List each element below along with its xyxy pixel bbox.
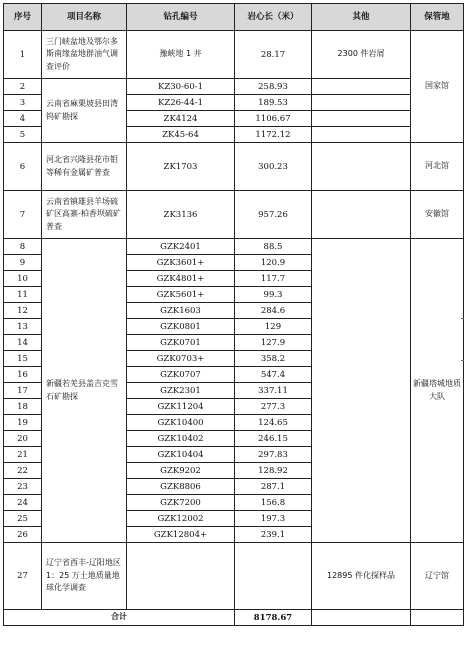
cell-no: 4 bbox=[4, 111, 42, 127]
cell-no: 8 bbox=[4, 239, 42, 255]
cell-hole-id: GZK0701 bbox=[127, 335, 235, 351]
table-row bbox=[4, 239, 464, 255]
cell-hole-id: GZK2401 bbox=[127, 239, 235, 255]
cell-core-length: 88.5 bbox=[235, 239, 312, 255]
cell-hole-id: GZK10400 bbox=[127, 415, 235, 431]
cell-core-length: 1172.12 bbox=[235, 127, 312, 143]
cell-hole-id: KZ26-44-1 bbox=[127, 95, 235, 111]
cell-core-length: 197.3 bbox=[235, 511, 312, 527]
cell-hole-id: GZK4801+ bbox=[127, 271, 235, 287]
table-row bbox=[4, 191, 464, 239]
cell-core-length: 120.9 bbox=[235, 255, 312, 271]
cell-repository: 河北馆 bbox=[411, 143, 464, 191]
cell-core-length: 239.1 bbox=[235, 527, 312, 543]
cell-core-length: 957.26 bbox=[235, 191, 312, 239]
cell-hole-id: GZK11204 bbox=[127, 399, 235, 415]
cell-core-length: 297.83 bbox=[235, 447, 312, 463]
cell-project: 云南省镇雄县羊场硫矿区高寨-柏香坝硫矿普查 bbox=[42, 191, 127, 239]
cell-hole-id: GZK10402 bbox=[127, 431, 235, 447]
cell-hole-id: GZK7200 bbox=[127, 495, 235, 511]
cell-hole-id: ZK4124 bbox=[127, 111, 235, 127]
cell-repository: 辽宁馆 bbox=[411, 543, 464, 610]
cell-core-length: 189.53 bbox=[235, 95, 312, 111]
cell-no: 15 bbox=[4, 351, 42, 367]
total-label: 合计 bbox=[4, 610, 235, 626]
cell-no: 26 bbox=[4, 527, 42, 543]
cell-core-length: 337.11 bbox=[235, 383, 312, 399]
cell-core-length: 99.3 bbox=[235, 287, 312, 303]
cell-hole-id: GZK9202 bbox=[127, 463, 235, 479]
cell-hole-id: GZK2301 bbox=[127, 383, 235, 399]
cell-project: 云南省麻栗坡县田湾钨矿勘探 bbox=[42, 79, 127, 143]
cell-core-length: 127.9 bbox=[235, 335, 312, 351]
cell-core-length: 547.4 bbox=[235, 367, 312, 383]
cell-other: 2300 件岩屑 bbox=[312, 31, 411, 79]
cell-no: 7 bbox=[4, 191, 42, 239]
cell-no: 16 bbox=[4, 367, 42, 383]
cell-no: 18 bbox=[4, 399, 42, 415]
table-row bbox=[4, 31, 464, 79]
cell-hole-id: GZK5601+ bbox=[127, 287, 235, 303]
table-row bbox=[4, 143, 464, 191]
cell-no: 1 bbox=[4, 31, 42, 79]
cell-hole-id bbox=[127, 543, 235, 610]
cell-no: 20 bbox=[4, 431, 42, 447]
cell-hole-id: KZ30-60-1 bbox=[127, 79, 235, 95]
header-other: 其他 bbox=[312, 4, 411, 31]
cell-hole-id: GZK3601+ bbox=[127, 255, 235, 271]
cell-project: 三门峡盆地及鄂尔多斯南缘盆地群油气调查评价 bbox=[42, 31, 127, 79]
total-other-empty bbox=[312, 610, 411, 626]
cell-hole-id: GZK0707 bbox=[127, 367, 235, 383]
drill-core-table bbox=[3, 3, 464, 626]
total-row bbox=[4, 610, 464, 626]
cell-hole-id: ZK3136 bbox=[127, 191, 235, 239]
cell-other bbox=[312, 239, 411, 543]
cell-other bbox=[312, 79, 411, 95]
cell-no: 6 bbox=[4, 143, 42, 191]
cell-no: 13 bbox=[4, 319, 42, 335]
cell-other bbox=[312, 111, 411, 127]
cell-no: 10 bbox=[4, 271, 42, 287]
cell-core-length: 117.7 bbox=[235, 271, 312, 287]
table-row bbox=[4, 543, 464, 610]
cell-hole-id: GZK0703+ bbox=[127, 351, 235, 367]
cell-no: 3 bbox=[4, 95, 42, 111]
total-repository-empty bbox=[411, 610, 464, 626]
cell-no: 2 bbox=[4, 79, 42, 95]
cell-repository: 国家馆 bbox=[411, 31, 464, 143]
cell-core-length bbox=[235, 543, 312, 610]
cell-hole-id: ZK45-64 bbox=[127, 127, 235, 143]
table-row bbox=[4, 79, 464, 95]
cell-no: 22 bbox=[4, 463, 42, 479]
cell-project: 辽宁省西丰-辽阳地区 1：25 万土地质量地球化学调查 bbox=[42, 543, 127, 610]
cell-core-length: 300.23 bbox=[235, 143, 312, 191]
cell-core-length: 284.6 bbox=[235, 303, 312, 319]
header-core-length: 岩心长（米） bbox=[235, 4, 312, 31]
header-repository: 保管地 bbox=[411, 4, 464, 31]
cell-core-length: 156.8 bbox=[235, 495, 312, 511]
cell-no: 21 bbox=[4, 447, 42, 463]
header-project: 项目名称 bbox=[42, 4, 127, 31]
cell-core-length: 28.17 bbox=[235, 31, 312, 79]
cell-core-length: 124.65 bbox=[235, 415, 312, 431]
cell-no: 17 bbox=[4, 383, 42, 399]
header-hole-id: 钻孔编号 bbox=[127, 4, 235, 31]
cell-core-length: 258.93 bbox=[235, 79, 312, 95]
cell-no: 19 bbox=[4, 415, 42, 431]
cell-no: 5 bbox=[4, 127, 42, 143]
cell-hole-id: GZK8806 bbox=[127, 479, 235, 495]
cell-repository: 新疆塔城地质大队 bbox=[411, 239, 464, 543]
cell-no: 24 bbox=[4, 495, 42, 511]
cell-core-length: 128.92 bbox=[235, 463, 312, 479]
cell-core-length: 277.3 bbox=[235, 399, 312, 415]
cell-hole-id: GZK0801 bbox=[127, 319, 235, 335]
cell-other bbox=[312, 191, 411, 239]
cell-no: 12 bbox=[4, 303, 42, 319]
cell-repository: 安徽馆 bbox=[411, 191, 464, 239]
cell-core-length: 1106.67 bbox=[235, 111, 312, 127]
cell-no: 14 bbox=[4, 335, 42, 351]
cell-no: 9 bbox=[4, 255, 42, 271]
cell-hole-id: GZK12804+ bbox=[127, 527, 235, 543]
cell-no: 25 bbox=[4, 511, 42, 527]
cell-hole-id: GZK12002 bbox=[127, 511, 235, 527]
header-row bbox=[4, 4, 464, 31]
cell-project: 河北省兴隆县花市钼等稀有金属矿普查 bbox=[42, 143, 127, 191]
cell-core-length: 287.1 bbox=[235, 479, 312, 495]
cell-no: 23 bbox=[4, 479, 42, 495]
cell-hole-id: GZK10404 bbox=[127, 447, 235, 463]
cell-other bbox=[312, 127, 411, 143]
cell-core-length: 358.2 bbox=[235, 351, 312, 367]
header-no: 序号 bbox=[4, 4, 42, 31]
cell-hole-id: GZK1603 bbox=[127, 303, 235, 319]
cell-hole-id: ZK1703 bbox=[127, 143, 235, 191]
cell-no: 11 bbox=[4, 287, 42, 303]
cell-project: 新疆若羌县盖吉克雪石矿勘探 bbox=[42, 239, 127, 543]
cell-no: 27 bbox=[4, 543, 42, 610]
cell-other bbox=[312, 143, 411, 191]
cell-other: 12895 件化探样品 bbox=[312, 543, 411, 610]
cell-core-length: 129 bbox=[235, 319, 312, 335]
cell-other bbox=[312, 95, 411, 111]
cell-hole-id: 豫峡地 1 井 bbox=[127, 31, 235, 79]
cell-core-length: 246.15 bbox=[235, 431, 312, 447]
total-core-length: 8178.67 bbox=[235, 610, 312, 626]
